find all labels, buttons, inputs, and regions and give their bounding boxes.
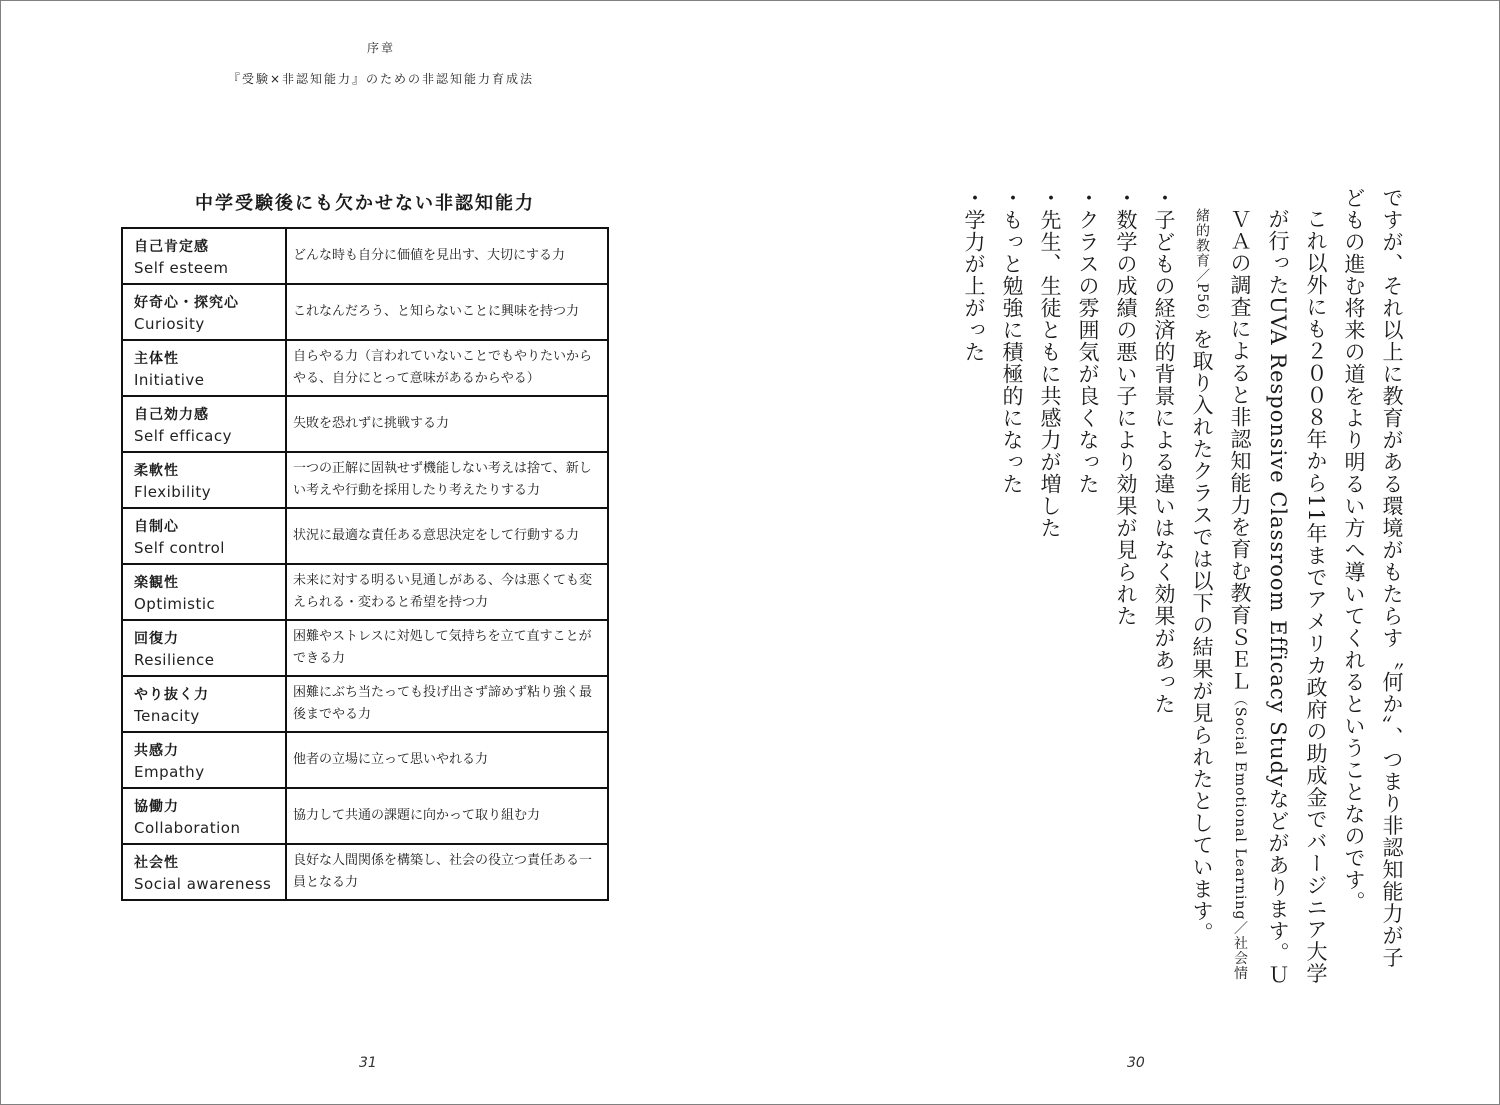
table-row (122, 452, 608, 508)
term-cell (122, 676, 286, 732)
term-cell (122, 844, 286, 900)
term-ja: 柔軟性 (134, 462, 179, 479)
term-ja: 社会性 (134, 854, 179, 871)
paragraph-text: これ以外にも２００８年から11年までアメリカ政府の助成金でバージニア大学が行ったUVA Responsive Classroom Efficacy Studyなどがあります。ＵＶＡの調査によると非認知能力を育む教育ＳＥＬ (1228, 208, 1328, 986)
term-ja: 自制心 (134, 518, 179, 535)
description-cell: 協力して共通の課題に向かって取り組む力 (286, 788, 608, 844)
table-row (122, 620, 608, 676)
term-en: Self esteem (134, 258, 229, 277)
description-cell: 困難にぶち当たっても投げ出さず諦めず粘り強く最後までやる力 (286, 676, 608, 732)
list-item: ・クラスの雰囲気が良くなった (1076, 187, 1100, 495)
term-ja: やり抜く力 (134, 686, 209, 703)
term-en: Optimistic (134, 594, 216, 613)
term-ja: 好奇心・探究心 (134, 294, 239, 311)
term-ja: 主体性 (134, 350, 179, 367)
table-row (122, 508, 608, 564)
term-en: Social awareness (134, 874, 272, 893)
table-title: 中学受験後にも欠かせない非認知能力 (195, 193, 535, 214)
term-ja: 共感力 (134, 742, 179, 759)
term-ja: 楽観性 (134, 574, 179, 591)
term-ja: 自己肯定感 (134, 238, 209, 255)
paragraph: ですが、それ以上に教育がある環境がもたらす〝何か〟、つまり非認知能力が子どもの進む将来の道をより明るい方へ導いてくれるということなのです。 (1342, 187, 1404, 969)
description-cell: 他者の立場に立って思いやれる力 (286, 732, 608, 788)
term-cell (122, 732, 286, 788)
chapter-subtitle: 『受験×非認知能力』のための非認知能力育成法 (227, 72, 535, 86)
description-cell: 失敗を恐れずに挑戦する力 (286, 396, 608, 452)
list-item: ・学力が上がった (962, 187, 986, 363)
term-en: Tenacity (134, 706, 200, 725)
table-row (122, 340, 608, 396)
table-row (122, 284, 608, 340)
description-cell: 自らやる力（言われていないことでもやりたいからやる、自分にとって意味があるからやる） (286, 340, 608, 396)
list-item: ・数学の成績の悪い子により効果が見られた (1114, 187, 1138, 627)
paragraph-text: を取り入れたクラスでは以下の結果が見られたとしています。 (1190, 328, 1214, 945)
description-cell: これなんだろう、と知らないことに興味を持つ力 (286, 284, 608, 340)
term-cell (122, 788, 286, 844)
term-en: Curiosity (134, 314, 205, 333)
description-cell: 状況に最適な責任ある意思決定をして行動する力 (286, 508, 608, 564)
page-number-left: 31 (359, 1055, 377, 1071)
term-ja: 回復力 (134, 630, 179, 647)
list-item: ・先生、生徒ともに共感力が増した (1038, 187, 1062, 539)
term-en: Initiative (134, 370, 205, 389)
paragraph (1183, 208, 1335, 987)
description-cell: 困難やストレスに対処して気持ちを立て直すことができる力 (286, 620, 608, 676)
page-number-right: 30 (1127, 1055, 1145, 1071)
term-cell (122, 396, 286, 452)
table-row (122, 844, 608, 900)
term-cell (122, 452, 286, 508)
description-cell: 良好な人間関係を構築し、社会の役立つ責任ある一員となる力 (286, 844, 608, 900)
list-item: ・子どもの経済的背景による違いはなく効果があった (1152, 187, 1176, 715)
table-row (122, 732, 608, 788)
table-row (122, 396, 608, 452)
term-ja: 協働力 (134, 798, 179, 815)
term-cell (122, 508, 286, 564)
table-row (122, 676, 608, 732)
description-cell: 一つの正解に固執せず機能しない考えは捨て、新しい考えや行動を採用したり考えたりする力 (286, 452, 608, 508)
term-en: Resilience (134, 650, 215, 669)
term-cell (122, 340, 286, 396)
table-row (122, 564, 608, 620)
term-en: Self efficacy (134, 426, 232, 445)
term-en: Collaboration (134, 818, 241, 837)
term-cell (122, 620, 286, 676)
term-ja: 自己効力感 (134, 406, 209, 423)
body-text-vertical (881, 187, 1411, 987)
term-cell (122, 228, 286, 284)
term-en: Self control (134, 538, 225, 557)
term-en: Empathy (134, 762, 205, 781)
paragraph-note: （Social Emotional Learning／社会情緒的教育／P56） (1194, 208, 1248, 981)
ability-table (121, 227, 609, 901)
chapter-label: 序章 (366, 41, 395, 55)
running-head (201, 39, 561, 87)
term-cell (122, 564, 286, 620)
description-cell: どんな時も自分に価値を見出す、大切にする力 (286, 228, 608, 284)
table-row (122, 228, 608, 284)
list-item: ・もっと勉強に積極的になった (1000, 187, 1024, 495)
description-cell: 未来に対する明るい見通しがある、今は悪くても変えられる・変わると希望を持つ力 (286, 564, 608, 620)
term-cell (122, 284, 286, 340)
table-row (122, 788, 608, 844)
term-en: Flexibility (134, 482, 212, 501)
